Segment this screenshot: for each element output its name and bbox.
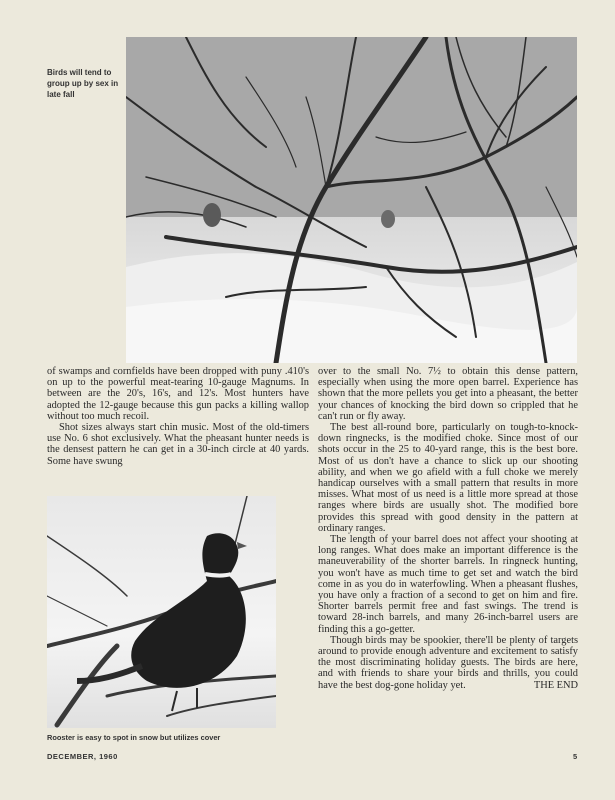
paragraph: The best all-round bore, particularly on tough-to-knock-down ringnecks, is the modified choke. Since most of our shots occur in the 25 to 40-yard range, this is the best bore. Most of us don't have a chance to slick up our shooting ability, and when we go afield with a full choke we merely handicap ourselves with a small pattern that results in more misses. What most of us need is a little more spread at those ranges where birds are usually shot. The modified bore provides this spread with good density in the pattern at ordinary ranges. (318, 422, 578, 534)
article-column-right (318, 366, 578, 691)
caption-top: Birds will tend to group up by sex in late fall (47, 68, 119, 99)
photo-birds-in-tree (126, 37, 577, 363)
paragraph: of swamps and cornfields have been dropped with puny .410's on up to the powerful meat-tearing 10-gauge Magnums. In between are the 20's, 16's, and 12's. Most hunters have adopted the 12-gauge because this gun packs a killing wallop without too much recoil. (47, 366, 309, 422)
paragraph: Shot sizes always start chin music. Most of the old-timers use No. 6 shot exclusively. What the pheasant hunter needs is the densest pattern he can get in a 30-inch circle at 40 yards. Some have swung (47, 422, 309, 467)
paragraph: The length of your barrel does not affect your shooting at long ranges. What does make an important difference is the maneuverability of the shorter barrels. In ringneck hunting, you won't have as much time to get set and watch the bird come in as you do in waterfowling. When a pheasant flushes, you have only a fraction of a second to get on him and fire. Shorter barrels permit free and fast swings. The trend is toward 28-inch barrels, and many 26-inch-barrel users are finding this a go-getter. (318, 534, 578, 635)
page-number: 5 (573, 752, 578, 761)
article-column-left (47, 366, 309, 467)
caption-bottom: Rooster is easy to spot in snow but utilizes cover (47, 733, 221, 742)
photo-rooster-pheasant (47, 496, 276, 728)
paragraph-text: Though birds may be spookier, there'll be plenty of targets around to provide enough adventure and excitement to satisfy the most discriminating holiday guests. The birds are here, and with friends to share your birds and thrills, you could have the best dog-gone holiday yet. (318, 634, 578, 691)
paragraph-final (318, 635, 578, 691)
footer-issue-date: DECEMBER, 1960 (47, 752, 118, 761)
paragraph: over to the small No. 7½ to obtain this dense pattern, especially when using the more open barrel. Experience has shown that the more pellets you get into a pheasant, the better your chances of knocking the bird down so crippled that he can't run or fly away. (318, 366, 578, 422)
the-end-mark: THE END (533, 679, 578, 691)
